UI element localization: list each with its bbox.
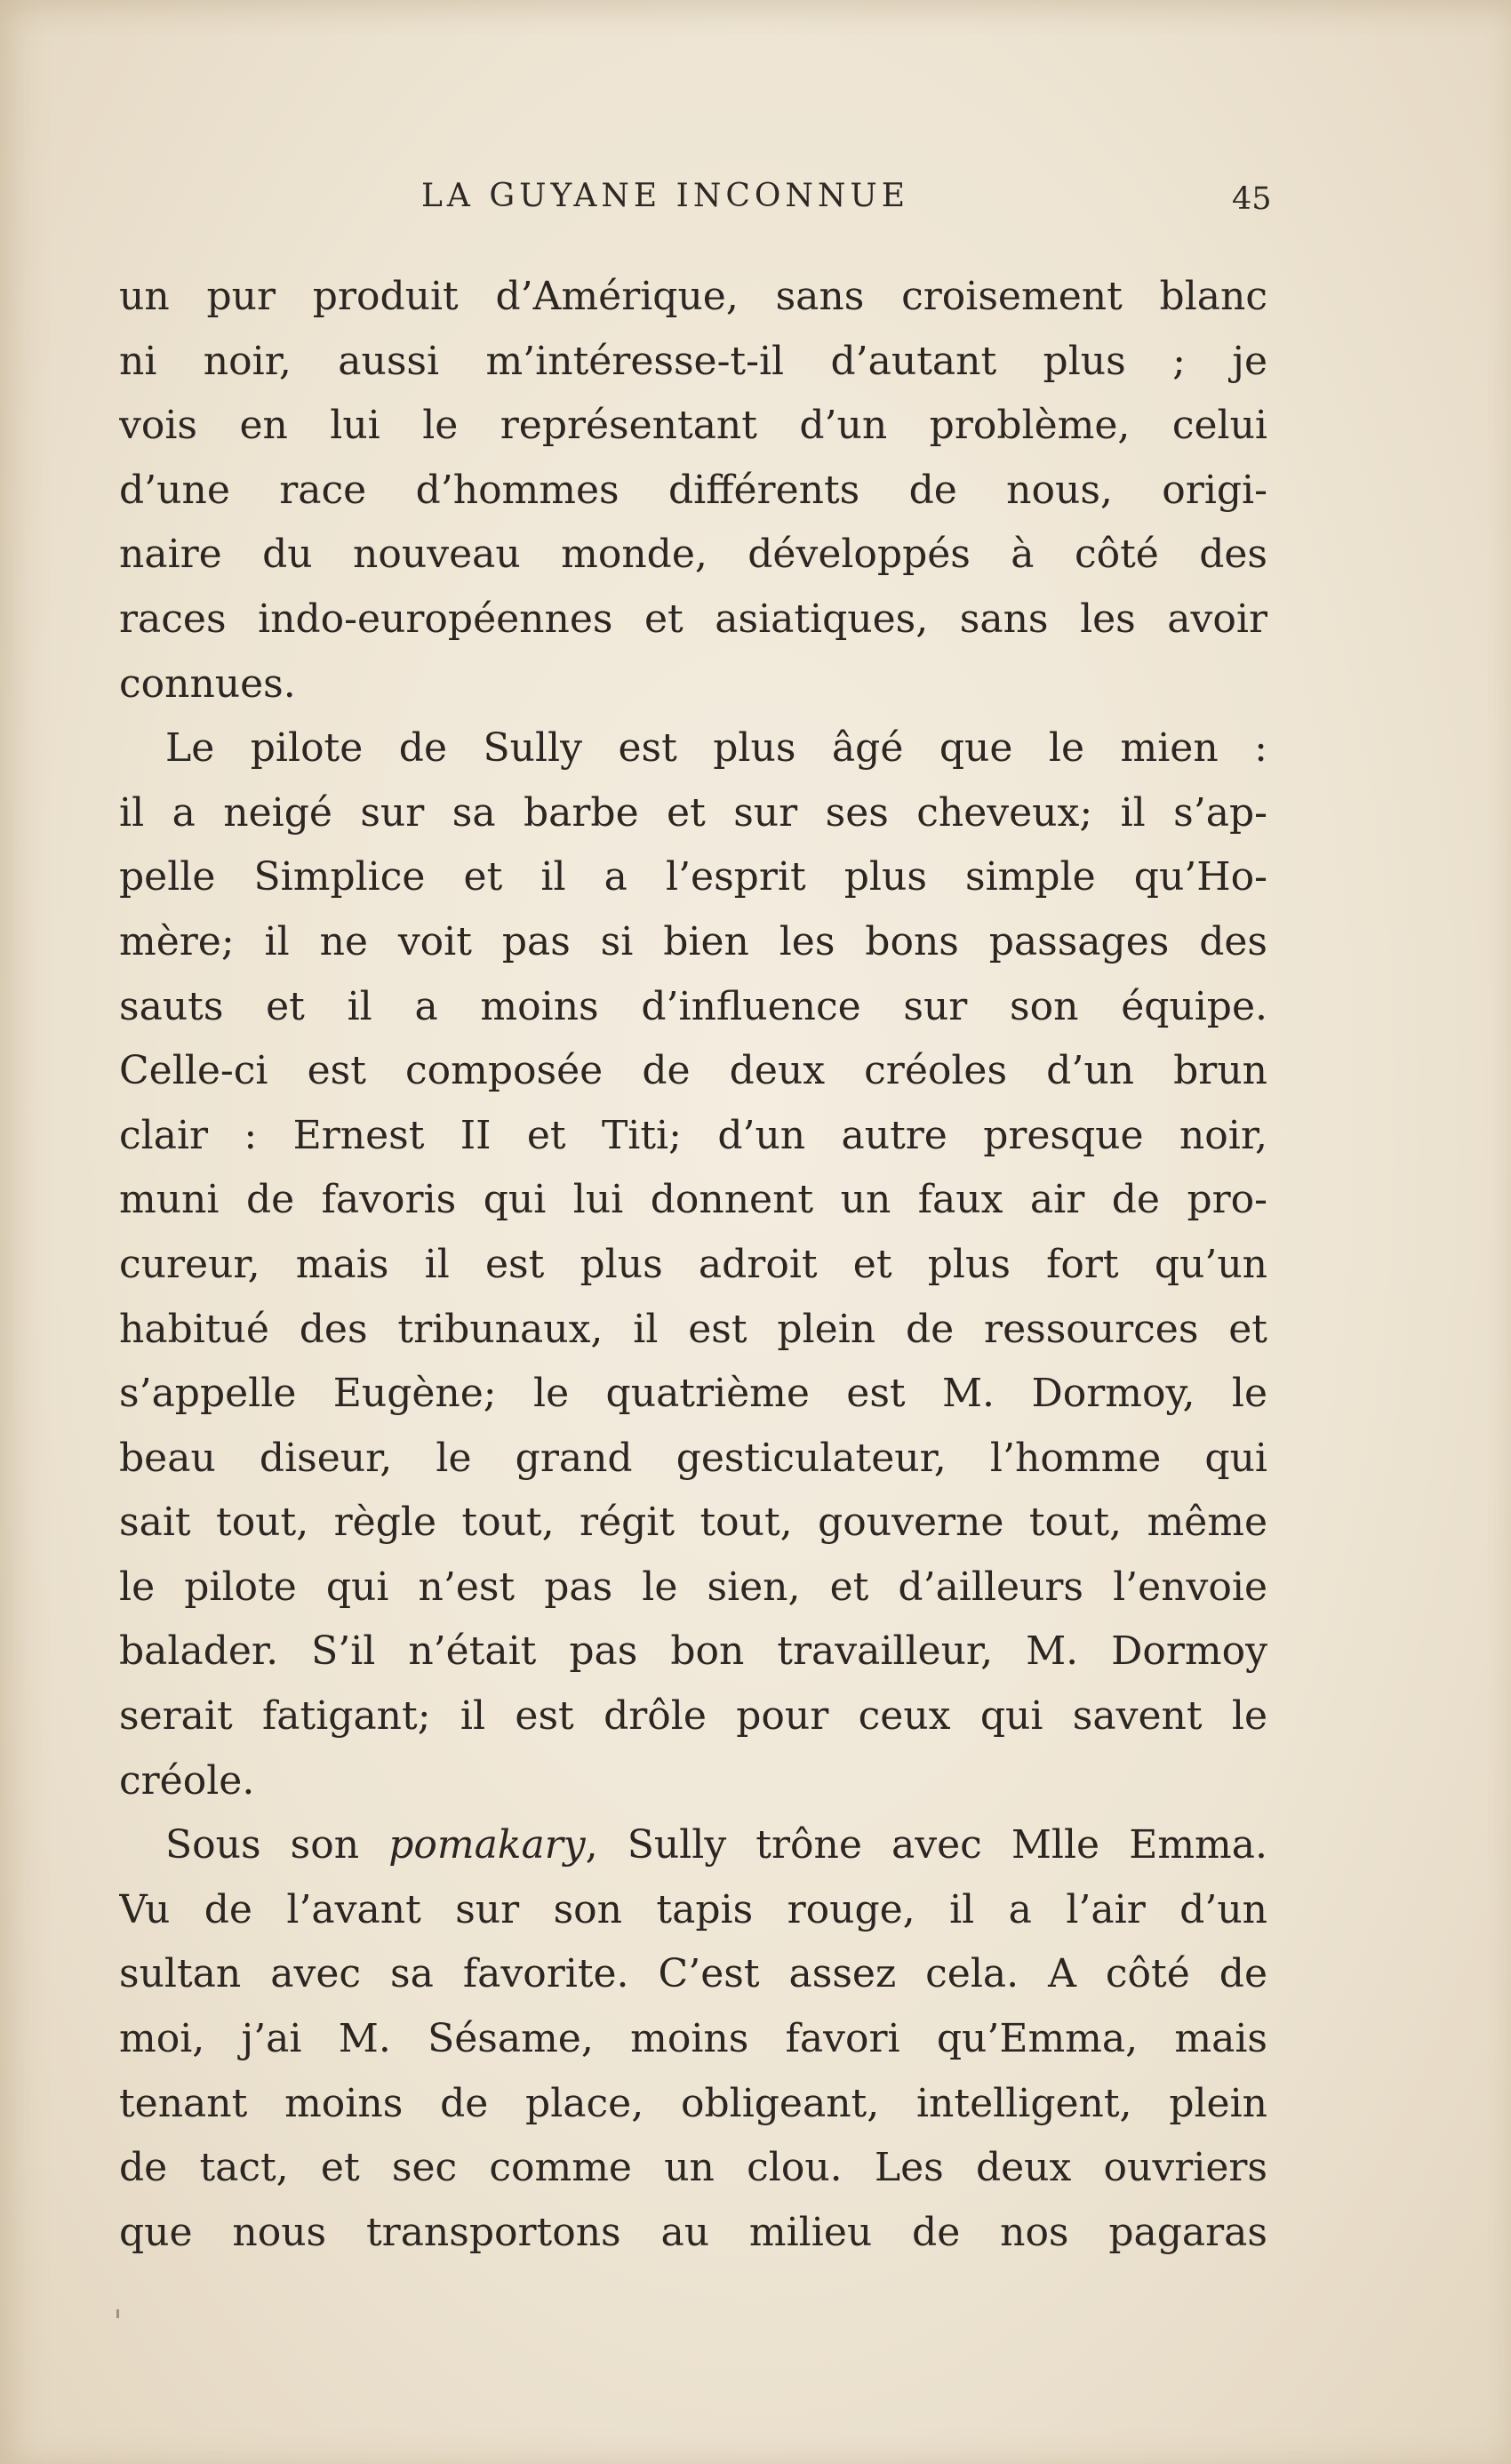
text-line: cureur, mais il est plus adroit et plus fort qu’un xyxy=(119,1241,1267,1287)
text-line: vois en lui le représentant d’un problème, celui xyxy=(119,403,1267,449)
running-title: LA GUYANE INCONNUE xyxy=(421,178,910,214)
text-line: habitué des tribunaux, il est plein de ressources et xyxy=(119,1306,1267,1352)
text-line: d’une race d’hommes différents de nous, origi- xyxy=(119,467,1267,513)
text-line: ni noir, aussi m’intéresse-t-il d’autant plus ; je xyxy=(119,338,1267,384)
text-line: créole. xyxy=(119,1757,255,1804)
text-line: que nous transportons au milieu de nos pagaras xyxy=(119,2209,1267,2255)
text-line: s’appelle Eugène; le quatrième est M. Dormoy, le xyxy=(119,1371,1267,1417)
text-line: beau diseur, le grand gesticulateur, l’homme qui xyxy=(119,1435,1267,1481)
text-line: un pur produit d’Amérique, sans croisement blanc xyxy=(119,274,1267,319)
text-line: Celle-ci est composée de deux créoles d’un brun xyxy=(119,1048,1267,1094)
page-header xyxy=(0,178,1511,222)
text-line: il a neigé sur sa barbe et sur ses cheveux; il s’ap- xyxy=(119,789,1267,836)
text-line: de tact, et sec comme un clou. Les deux ouvriers xyxy=(119,2145,1267,2191)
body-text xyxy=(119,265,1267,2265)
text-line: sait tout, règle tout, régit tout, gouverne tout, même xyxy=(119,1500,1267,1546)
text-fragment: , Sully trône avec Mlle Emma. xyxy=(585,1822,1267,1868)
text-line: clair : Ernest II et Titi; d’un autre presque noir, xyxy=(119,1112,1267,1158)
text-line: Le pilote de Sully est plus âgé que le mien : xyxy=(165,725,1267,772)
text-line xyxy=(119,1813,1267,1878)
text-line: races indo-européennes et asiatiques, sans les avoir xyxy=(119,596,1267,642)
text-line: sultan avec sa favorite. C’est assez cela. A côté de xyxy=(119,1951,1267,1997)
italic-term: pomakary xyxy=(388,1822,586,1868)
text-fragment: Sous son xyxy=(165,1822,389,1868)
text-line: sauts et il a moins d’influence sur son équipe. xyxy=(119,983,1267,1029)
text-line: connues. xyxy=(119,660,296,707)
text-line: Vu de l’avant sur son tapis rouge, il a l’air d’un xyxy=(119,1886,1267,1932)
text-line: balader. S’il n’était pas bon travailleur, M. Dormoy xyxy=(119,1628,1267,1675)
text-line: tenant moins de place, obligeant, intelligent, plein xyxy=(119,2080,1267,2126)
text-line: mère; il ne voit pas si bien les bons passages des xyxy=(119,918,1267,964)
text-line: serait fatigant; il est drôle pour ceux qui savent le xyxy=(119,1693,1267,1740)
text-line: naire du nouveau monde, développés à côté des xyxy=(119,532,1267,578)
text-line: pelle Simplice et il a l’esprit plus simple qu’Ho- xyxy=(119,854,1267,900)
text-line: muni de favoris qui lui donnent un faux air de pro- xyxy=(119,1177,1267,1223)
ink-speck xyxy=(116,2309,119,2318)
text-line: le pilote qui n’est pas le sien, et d’ailleurs l’envoie xyxy=(119,1564,1267,1610)
text-line: moi, j’ai M. Sésame, moins favori qu’Emma, mais xyxy=(119,2016,1267,2062)
page-number: 45 xyxy=(1232,181,1272,217)
